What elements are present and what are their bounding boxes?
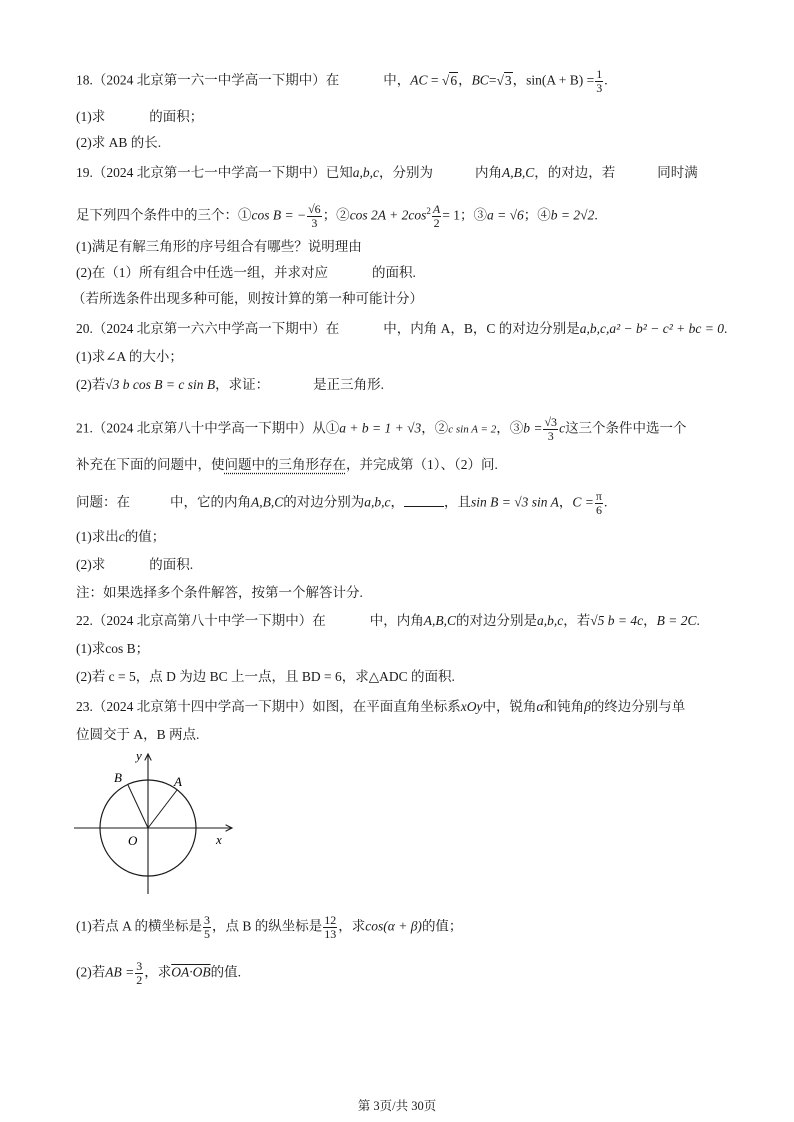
q19-tail: 同时满 bbox=[657, 165, 698, 180]
q23-line2 bbox=[76, 724, 199, 746]
q22-end: . bbox=[696, 613, 700, 628]
q18-p2: (2)求 AB 的长. bbox=[76, 135, 162, 150]
q20-line1 bbox=[76, 318, 727, 340]
q21-c3-frac bbox=[543, 416, 558, 443]
q19-p1: (1)满足有解三角形的序号组合有哪些？说明理由 bbox=[76, 239, 362, 254]
q21-ABC: A,B,C bbox=[251, 494, 284, 510]
q22-abc: a,b,c bbox=[537, 613, 564, 628]
q18-mid: 中， bbox=[383, 72, 411, 88]
q21-l3b: 中，它的内角 bbox=[170, 494, 251, 510]
q19-c3a: ；③ bbox=[460, 207, 488, 223]
q21-note-text: 注：如果选择多个条件解答，按第一个解答计分. bbox=[76, 585, 363, 600]
q23-p1a: (1)若点 A 的横坐标是 bbox=[76, 918, 202, 934]
q20-p1: (1)求∠A 的大小； bbox=[76, 349, 183, 364]
q18-frac bbox=[595, 68, 603, 95]
q21-line2 bbox=[76, 454, 498, 476]
q18-part2 bbox=[76, 132, 161, 154]
ray-oa bbox=[148, 790, 177, 828]
q19-p2b: 的面积. bbox=[372, 265, 416, 280]
q21-l3a: 问题：在 bbox=[76, 494, 130, 510]
q19-c2-n: A bbox=[432, 201, 441, 216]
q21-end: . bbox=[603, 494, 608, 510]
q22-p1: (1)求cos B； bbox=[76, 641, 150, 656]
q21-abc: a,b,c bbox=[364, 494, 391, 510]
q18-r3: 3 bbox=[504, 72, 512, 88]
q21-ceq: C = bbox=[572, 494, 594, 510]
q19-note bbox=[72, 288, 423, 310]
q20-eq: a,b,c,a² − b² − c² + bc = 0 bbox=[579, 321, 724, 336]
q21-l3f: ， bbox=[558, 494, 573, 510]
q23-mid2: 和钝角 bbox=[543, 699, 585, 714]
q22-line1 bbox=[76, 610, 700, 632]
q21-l2b: ，并完成第（1）、（2）问. bbox=[346, 457, 498, 472]
q21-l2dots: 问题中的三角形存在 bbox=[224, 457, 346, 472]
q21-c3a: ，③ bbox=[496, 420, 524, 436]
q23-p2-frac bbox=[135, 960, 143, 987]
q19-p2a: (2)在（1）所有组合中任选一组，并求对应 bbox=[76, 265, 328, 280]
q19-c1-n: √6 bbox=[308, 201, 321, 216]
q22-mid2: 的对边分别是 bbox=[456, 613, 537, 628]
q19-part1 bbox=[76, 236, 362, 258]
q23-p2a: (2)若 bbox=[76, 964, 106, 980]
q22-sep: ， bbox=[643, 613, 657, 628]
q19-ABC: A,B,C bbox=[502, 165, 535, 180]
q21-c2a: ，② bbox=[421, 420, 449, 436]
q21-head: 21.（2024 北京第八十中学高一下期中）从① bbox=[76, 420, 340, 436]
q19-mid: ，分别为 bbox=[379, 165, 433, 180]
q21-line3 bbox=[76, 490, 607, 517]
q21-p2a: (2)求 bbox=[76, 557, 106, 572]
q21-p2b: 的面积. bbox=[149, 557, 194, 572]
q20-p2c: 是正三角形. bbox=[313, 377, 385, 392]
q19-mid3: ，的对边，若 bbox=[534, 165, 616, 180]
q23-p1n2: 12 bbox=[324, 913, 337, 927]
q23-p1-frac2 bbox=[323, 914, 337, 941]
q21-c-frac bbox=[595, 490, 603, 517]
origin-label: O bbox=[128, 833, 138, 848]
q18-head: 18.（2024 北京第一六一中学高一下期中）在 bbox=[76, 72, 340, 88]
q21-c1: a + b = 1 + √3 bbox=[339, 420, 422, 436]
q19-part2 bbox=[76, 262, 416, 284]
q23-part2 bbox=[76, 960, 241, 987]
q22-eq1: √5 b = 4c bbox=[590, 613, 644, 628]
q20-p2a: (2)若 bbox=[76, 377, 106, 392]
q22-head: 22.（2024 北京高第八十中学一下期中）在 bbox=[76, 613, 326, 628]
q23-head: 23.（2024 北京第十四中学高一下期中）如图，在平面直角坐标系 bbox=[76, 699, 461, 714]
q18-r6: 6 bbox=[450, 72, 458, 88]
q22-part1 bbox=[76, 638, 149, 660]
q21-l2a: 补充在下面的问题中，使 bbox=[76, 457, 225, 472]
q21-cd: 6 bbox=[595, 503, 602, 517]
q18-part1 bbox=[76, 106, 203, 128]
q20-p2eq: √3 b cos B = c sin B bbox=[105, 377, 216, 392]
q23-p1d2: 13 bbox=[324, 927, 337, 941]
q19-c2-frac bbox=[432, 203, 441, 230]
q23-p2c: 的值. bbox=[210, 964, 241, 980]
q18-sqrt6: √6 bbox=[441, 72, 458, 88]
q21-c2: c sin A = 2 bbox=[448, 423, 497, 436]
q22-p2: (2)若 c = 5，点 D 为边 BC 上一点，且 BD = 6，求△ADC 的面积. bbox=[76, 669, 455, 684]
q21-l3d: ， bbox=[390, 494, 404, 510]
q21-sinb: sin B = √3 sin A bbox=[471, 494, 559, 510]
q23-tail: 的终边分别与单 bbox=[590, 699, 686, 714]
page-footer: 第 3页/共 30页 bbox=[357, 1099, 437, 1113]
q23-l2: 位圆交于 A，B 两点. bbox=[76, 727, 200, 742]
q21-p1v: c bbox=[118, 529, 125, 544]
q23-p1b: ，点 B 的纵坐标是 bbox=[212, 918, 323, 934]
q19-line2 bbox=[76, 200, 598, 230]
q23-xoy: xOy bbox=[460, 699, 483, 714]
ray-ob bbox=[128, 785, 148, 828]
q21-part2 bbox=[76, 554, 193, 576]
q23-beta: β bbox=[584, 699, 591, 714]
q21-l3e: ，且 bbox=[444, 494, 471, 510]
x-label: x bbox=[216, 832, 222, 847]
q23-p1eq: cos(α + β) bbox=[365, 918, 422, 934]
q21-c3c: c bbox=[559, 420, 566, 436]
q18-line1: 18.（2024 北京第一六一中学高一下期中）在 中，AC = √6，BC=√3，sin(A + B) = $\frac{1}{3}$ . bbox=[76, 67, 608, 95]
q19-l2a: 足下列四个条件中的三个：① bbox=[76, 207, 252, 223]
q23-mid: 中，锐角 bbox=[482, 699, 537, 714]
y-label: y bbox=[136, 748, 142, 763]
q19-c2-sup: 2 bbox=[426, 206, 431, 216]
q23-part1 bbox=[76, 914, 462, 941]
q18-bc: BC bbox=[471, 72, 489, 88]
q20-part2 bbox=[76, 374, 384, 396]
q21-c3: b = bbox=[523, 420, 543, 436]
q23-p2d: 2 bbox=[136, 973, 143, 987]
q19-head: 19.（2024 北京第一七一中学高一下期中）已知 bbox=[76, 165, 353, 180]
point-a-label: A bbox=[174, 774, 182, 789]
q23-p1c: ，求 bbox=[338, 918, 366, 934]
q18-ac: AC bbox=[410, 72, 428, 88]
q18-sin: sin(A + B) = bbox=[526, 72, 595, 88]
q19-c3: a = √6 bbox=[487, 207, 524, 223]
q18-p1b: 的面积； bbox=[149, 109, 204, 124]
q21-l3c: 的对边分别为 bbox=[283, 494, 365, 510]
q22-mid3: ，若 bbox=[563, 613, 591, 628]
q23-p1e: 的值； bbox=[421, 918, 463, 934]
q20-p2b: ，求证： bbox=[215, 377, 270, 392]
q19-mid2: 内角 bbox=[475, 165, 502, 180]
q18-eq: = bbox=[430, 72, 439, 88]
q19-c4: b = 2√2 bbox=[550, 207, 595, 223]
point-b-label: B bbox=[114, 770, 122, 785]
q20-mid: 中，内角 A，B，C 的对边分别是 bbox=[383, 321, 580, 336]
q23-p1d: 5 bbox=[204, 927, 210, 941]
q21-cn: π bbox=[595, 489, 602, 503]
q19-c1: cos B = − bbox=[251, 207, 307, 223]
q23-p1n: 3 bbox=[204, 913, 210, 927]
q19-c1-d: 3 bbox=[311, 215, 318, 230]
q19-end: . bbox=[594, 207, 598, 223]
q21-tail: 这三个条件中选一个 bbox=[565, 420, 687, 436]
q19-c4a: ；④ bbox=[523, 207, 551, 223]
q19-c2a: ；② bbox=[322, 207, 350, 223]
q19-c2b: = 1 bbox=[442, 207, 461, 223]
q19-c1-frac bbox=[307, 203, 322, 230]
q23-p2v: OA·OB bbox=[171, 964, 211, 980]
q21-c3-n: √3 bbox=[544, 415, 558, 429]
q23-p2n: 3 bbox=[136, 959, 143, 973]
q23-alpha: α bbox=[536, 699, 544, 714]
q18-p1a: (1)求 bbox=[76, 109, 106, 124]
q22-ABC: A,B,C bbox=[423, 613, 456, 628]
q21-p1a: (1)求出 bbox=[76, 529, 119, 544]
q21-part1 bbox=[76, 526, 165, 548]
q21-fill-blank bbox=[404, 494, 444, 507]
q23-p2eq: AB = bbox=[105, 964, 135, 980]
unit-circle-diagram bbox=[66, 748, 246, 898]
q21-c3-d: 3 bbox=[547, 429, 554, 443]
q22-eq2: B = 2C bbox=[656, 613, 697, 628]
q19-c2-d: 2 bbox=[433, 215, 440, 230]
q18-frac-d: 3 bbox=[596, 81, 603, 95]
q19-note-text: （若所选条件出现多种可能，则按计算的第一种可能计分） bbox=[72, 291, 423, 306]
q21-p1b: 的值； bbox=[124, 529, 166, 544]
q21-note bbox=[76, 582, 363, 604]
q20-end: . bbox=[723, 321, 728, 336]
q23-p2b: ，求 bbox=[144, 964, 172, 980]
q19-abc: a,b,c bbox=[352, 165, 379, 180]
q18-sqrt3: √3 bbox=[496, 72, 512, 88]
q20-part1 bbox=[76, 346, 183, 368]
q18-eq2: = bbox=[488, 72, 497, 88]
q21-line1 bbox=[76, 416, 687, 443]
q20-head: 20.（2024 北京第一六六中学高一下期中）在 bbox=[76, 321, 340, 336]
q18-frac-n: 1 bbox=[596, 67, 603, 81]
q22-mid: 中，内角 bbox=[369, 613, 424, 628]
q19-c2: cos 2A + 2cos bbox=[349, 207, 427, 223]
q22-part2 bbox=[76, 666, 455, 688]
q23-p1-frac1 bbox=[203, 914, 211, 941]
q19-line1 bbox=[76, 162, 698, 184]
q23-line1 bbox=[76, 696, 685, 718]
